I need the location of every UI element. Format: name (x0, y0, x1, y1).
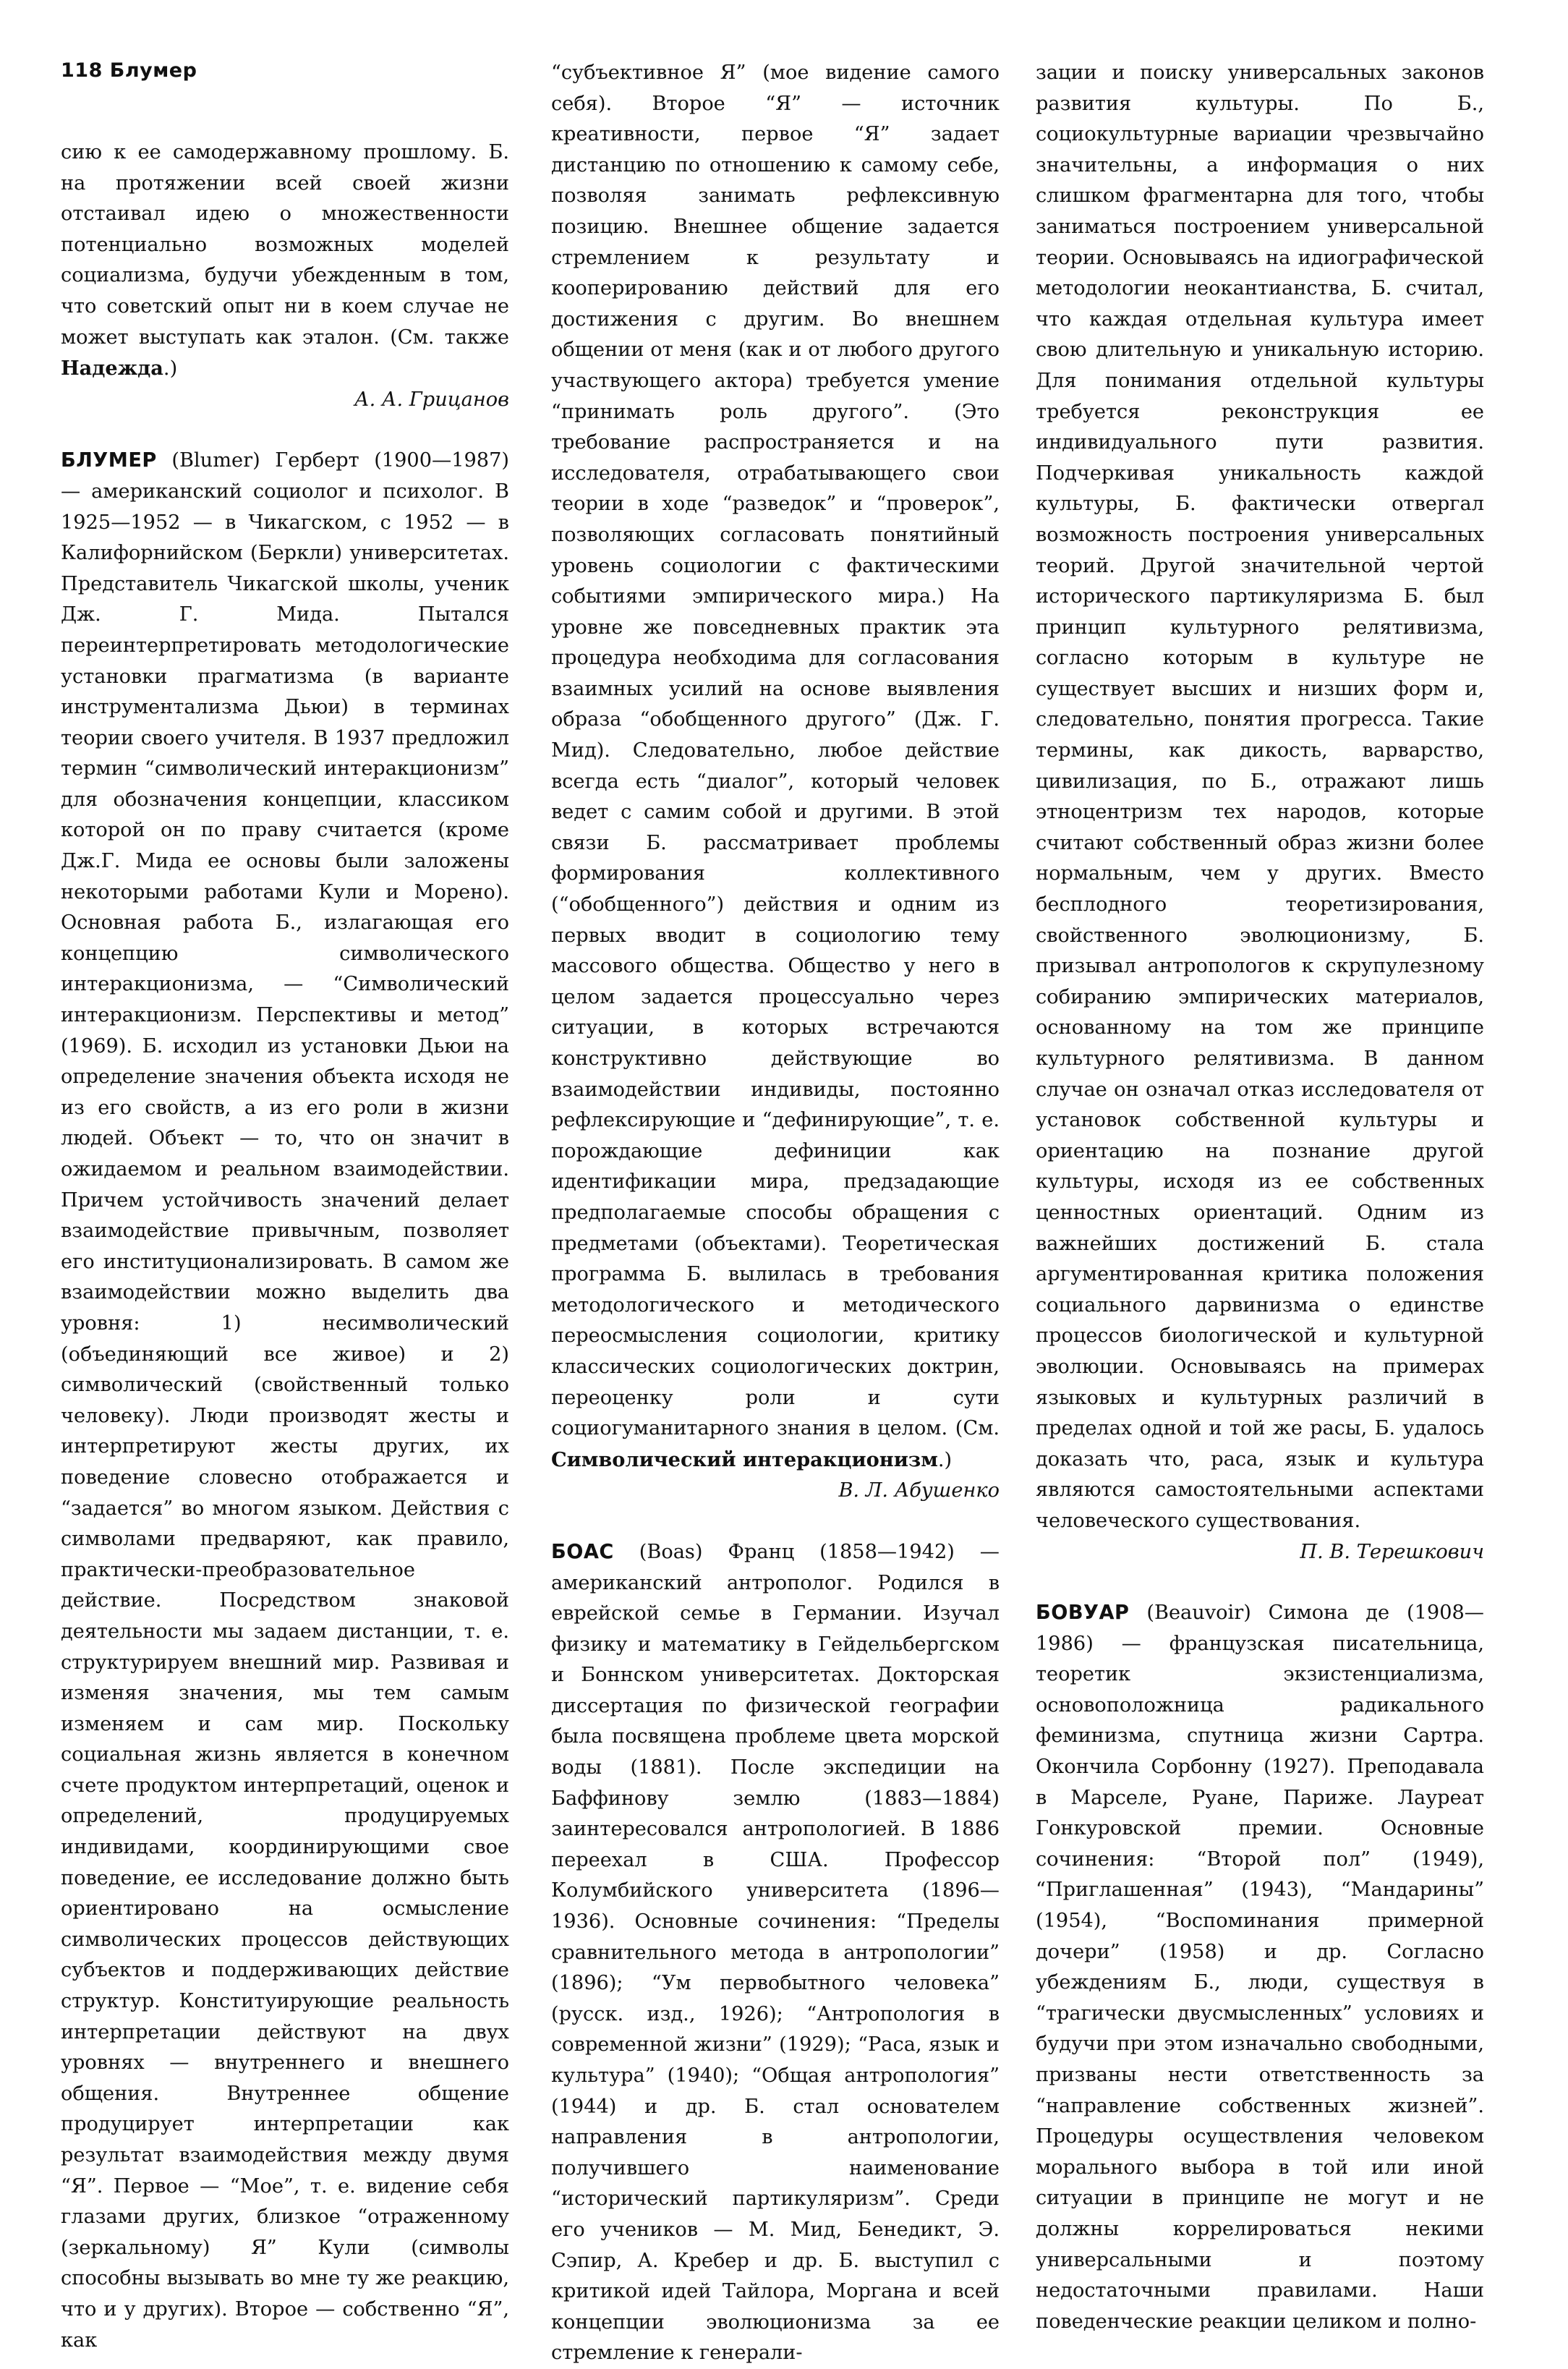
entry-headword: БЛУМЕР (61, 449, 157, 472)
column-middle (551, 58, 1000, 2369)
paragraph-text: “субъективное Я” (мое видение самого себя). Второе “Я” — источник креативности, первое “Я” задает дистанцию по отношению к самому себе, позволяя занимать рефлексивную позицию. Внешнее общение задается стремлением к результату и кооперированию действий для его достижения с другим. Во внешнем общении от меня (как и от любого другого участвующего актора) требуется умение “принимать роль другого”. (Это требование распространяется и на исследователя, отрабатывающего свои теории в ходе “разведок” и “проверок”, позволяющих согласовать понятийный уровень социологии с фактическими событиями эмпирического мира.) На уровне же повседневных практик эта процедура необходима для согласования взаимных усилий на основе выявления образа “обобщенного другого” (Дж. Г. Мид). Следовательно, любое действие всегда есть “диалог”, который человек ведет с самим собой и другими. В этой связи Б. рассматривает проблемы формирования коллективного (“обобщенного”) действия и одним из первых вводит в социологию тему массового общества. Общество у него в целом задается процессуально через ситуации, в которых встречаются конструктивно действующие во взаимодействии индивиды, постоянно рефлексирующие и “дефинирующие”, т. е. порождающие дефиниции как идентификации мира, предзадающие предполагаемые способы обращения с предметами (объектами). Теоретическая программа Б. вылилась в требования методологического и методического переосмысления социологии, критику классических социологических доктрин, переоценку роли и сути социогуманитарного знания в целом. (См. (551, 61, 1000, 1440)
entry-body: (Beauvoir) Симона де (1908—1986) — французская писательница, теоретик экзистенциализма, основоположница радикального феминизма, спутница жизни Сартра. Окончила Сорбонну (1927). Преподавала в Марселе, Руане, Париже. Лауреат Гонкуровской премии. Основные сочинения: “Второй пол” (1949), “Приглашенная” (1943), “Мандарины” (1954), “Воспоминания примерной дочери” (1958) и др. Согласно убеждениям Б., люди, существуя в “трагически двусмысленных” условиях и будучи при этом изначально свободными, призваны нести ответственность за “направление собственных жизней”. Процедуры осуществления человеком морального выбора в той или иной ситуации в принципе не могут и не должны коррелироваться некими универсальными и поэтому недостаточными правилами. Наши поведенческие реакции целиком и полно- (1036, 1602, 1484, 2333)
cross-reference: Символический интеракционизм (551, 1447, 938, 1471)
running-head (61, 59, 197, 82)
entry-beauvoir (1036, 1598, 1484, 2337)
continuation-paragraph (551, 58, 1000, 1476)
entry-headword: БОВУАР (1036, 1602, 1130, 1625)
cross-reference: Надежда (61, 357, 163, 380)
paragraph-text: сию к ее самодержавному прошлому. Б. на протяжении всей своей жизни отстаивал идею о множественности потенциально возможных моделей социализма, будучи убежденным в том, что советский опыт ни в коем случае не может выступать как эталон. (См. также (61, 141, 509, 349)
paragraph-end: .) (163, 357, 178, 380)
continuation-paragraph (61, 137, 509, 385)
author-signature: В. Л. Абушенко (838, 1479, 1000, 1502)
paragraph-end: .) (937, 1448, 953, 1471)
column-right (1036, 58, 1484, 2337)
page-number: 118 (61, 59, 103, 82)
entry-body: (Boas) Франц (1858—1942) — американский антрополог. Родился в еврейской семье в Германии. Изучал физику и математику в Гейдельбергском и Боннском университетах. Докторская диссертация по физической географии была посвящена проблеме цвета морской воды (1881). После экспедиции на Баффинову землю (1883—1884) заинтересовался антропологией. В 1886 переехал в США. Профессор Колумбийского университета (1896—1936). Основные сочинения: “Пределы сравнительного метода в антропологии” (1896); “Ум первобытного человека” (русск. изд., 1926); “Антропология в современной жизни” (1929); “Раса, язык и культура” (1940); “Общая антропология” (1944) и др. Б. стал основателем направления в антропологии, получившего наименование “исторический партикуляризм”. Среди его учеников — М. Мид, Бенедикт, Э. Сэпир, А. Кребер и др. Б. выступил с критикой идей Тайлора, Моргана и всей концепции эволюционизма за ее стремление к генерали- (551, 1540, 1000, 2365)
continuation-paragraph: зации и поиску универсальных законов развития культуры. По Б., социокультурные вариации чрезвычайно значительны, а информация о них слишком фрагментарна для того, чтобы заниматься построением универсальной теории. Основываясь на идиографической методологии неокантианства, Б. считал, что каждая отдельная культура имеет свою длительную и уникальную историю. Для понимания отдельной культуры требуется реконструкция ее индивидуального пути развития. Подчеркивая уникальность каждой культуры, Б. фактически отвергал возможность построения универсальных теорий. Другой значительной чертой исторического партикуляризма Б. был принцип культурного релятивизма, согласно которым в культуре не существует высших и низших форм и, следовательно, понятия прогресса. Такие термины, как дикость, варварство, цивилизация, по Б., отражают лишь этноцентризм тех народов, которые считают собственный образ жизни более нормальным, чем у других. Вместо бесплодного теоретизирования, свойственного эволюционизму, Б. призывал антропологов к скрупулезному собиранию эмпирических материалов, основанному на том же принципе культурного релятивизма. В данном случае он означал отказ исследователя от установок собственной культуры и ориентацию на познание другой культуры, исходя из ее собственных ценностных ориентаций. Одним из важнейших достижений Б. стала аргументированная критика положения социального дарвинизма о единстве процессов биологической и культурной эволюции. Основываясь на примерах языковых и культурных различий в пределах одной и той же расы, Б. удалось доказать что, раса, язык и культура являются самостоятельными аспектами человеческого существования. (1036, 61, 1484, 1532)
entry-boas (551, 1537, 1000, 2369)
running-title: Блумер (109, 59, 197, 82)
author-signature: П. В. Терешкович (1300, 1540, 1484, 1563)
column-left (61, 137, 509, 2356)
entry-headword: БОАС (551, 1540, 614, 1563)
entry-blumer (61, 446, 509, 2356)
entry-body: (Blumer) Герберт (1900—1987) — американский социолог и психолог. В 1925—1952 — в Чикагском, с 1952 — в Калифорнийском (Беркли) университетах. Представитель Чикагской школы, ученик Дж. Г. Мида. Пытался переинтерпретировать методологические установки прагматизма (в варианте инструментализма Дьюи) в терминах теории своего учителя. В 1937 предложил термин “символический интеракционизм” для обозначения концепции, классиком которой он по праву считается (кроме Дж.Г. Мида ее основы были заложены некоторыми работами Кули и Морено). Основная работа Б., излагающая его концепцию символического интеракционизма, — “Символический интеракционизм. Перспективы и метод” (1969). Б. исходил из установки Дьюи на определение значения объекта исходя не из его свойств, а из его роли в жизни людей. Объект — то, что он значит в ожидаемом и реальном взаимодействии. Причем устойчивость значений делает взаимодействие привычным, позволяет его институционализировать. В самом же взаимодействии можно выделить два уровня: 1) несимволический (объединяющий все живое) и 2) символический (свойственный только человеку). Люди производят жесты и интерпретируют жесты других, их поведение словесно отображается и “задается” во многом языком. Действия с символами предваряют, как правило, практически-преобразовательное действие. Посредством знаковой деятельности мы задаем дистанции, т. е. структурируем внешний мир. Развивая и изменяя значения, мы тем самым изменяем и сам мир. Поскольку социальная жизнь является в конечном счете продуктом интерпретаций, оценок и определений, продуцируемых индивидами, координирующими свое поведение, ее исследование должно быть ориентировано на осмысление символических процессов действующих субъектов и поддерживающих действие структур. Конституирующие реальность интерпретации действуют на двух уровнях — внутреннего и внешнего общения. Внутреннее общение продуцирует интерпретации как результат взаимодействия между двумя “Я”. Первое — “Мое”, т. е. видение себя глазами других, близкое “отраженному (зеркальному) Я” Кули (символы способны вызывать во мне ту же реакцию, что и у других). Второе — собственно “Я”, как (61, 449, 509, 2352)
author-signature: А. А. Грицанов (354, 388, 509, 411)
